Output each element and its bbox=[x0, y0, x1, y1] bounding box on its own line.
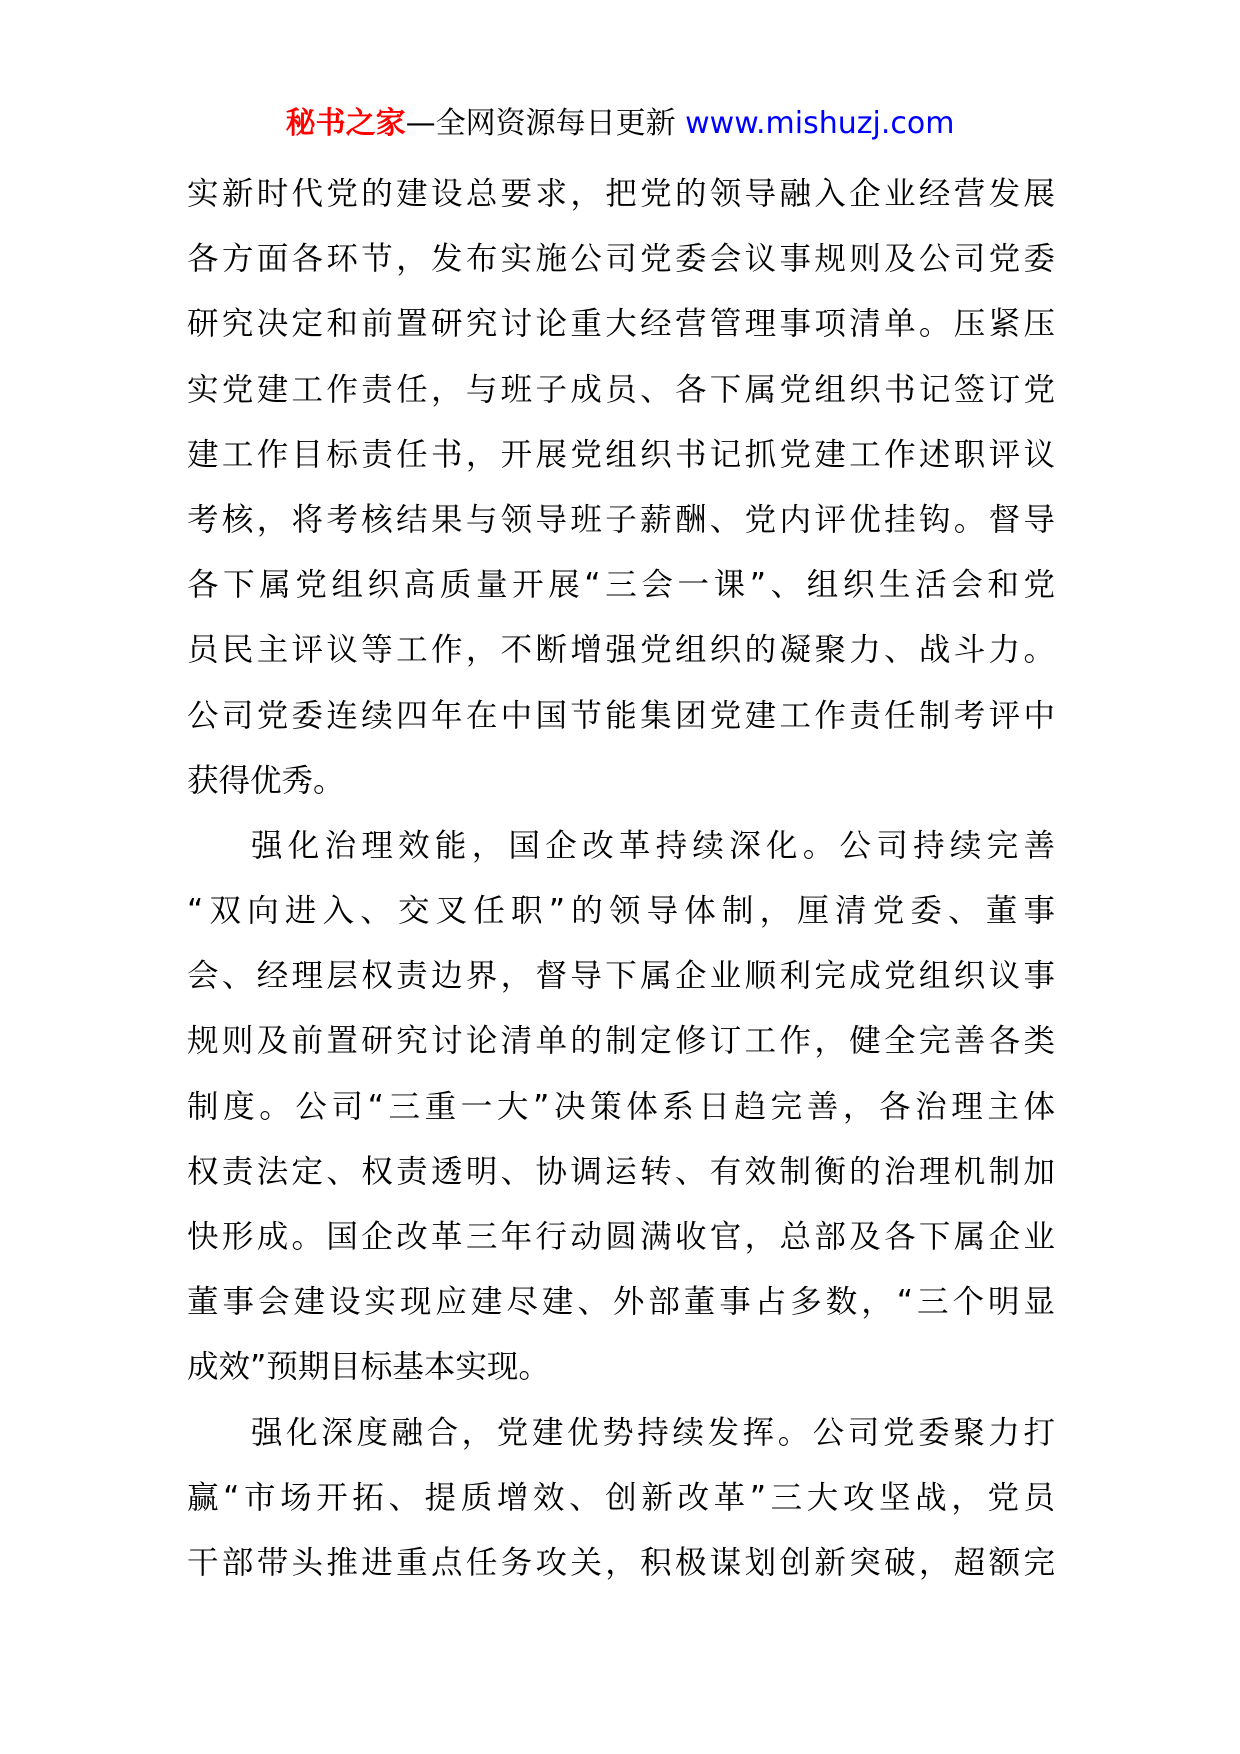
page-header bbox=[0, 104, 1240, 144]
paragraph-start-line: 强化治理效能，国企改革持续深化。公司持续完善 bbox=[251, 827, 1055, 864]
brand-name: 秘书之家 bbox=[285, 106, 406, 141]
text-line: 考核，将考核结果与领导班子薪酬、党内评优挂钩。督导 bbox=[187, 501, 1055, 538]
text-line: 权责法定、权责透明、协调运转、有效制衡的治理机制加 bbox=[187, 1153, 1055, 1190]
header-tagline: —全网资源每日更新 bbox=[405, 106, 686, 141]
text-line: 建工作目标责任书，开展党组织书记抓党建工作述职评议 bbox=[187, 436, 1055, 473]
paragraph-start-line: 强化深度融合，党建优势持续发挥。公司党委聚力打 bbox=[251, 1414, 1055, 1451]
text-line: 实党建工作责任，与班子成员、各下属党组织书记签订党 bbox=[187, 371, 1055, 408]
text-line: 会、经理层权责边界，督导下属企业顺利完成党组织议事 bbox=[187, 958, 1055, 995]
text-line: 各下属党组织高质量开展“三会一课”、组织生活会和党 bbox=[187, 567, 1055, 604]
text-line: 规则及前置研究讨论清单的制定修订工作，健全完善各类 bbox=[187, 1023, 1055, 1060]
text-line: 公司党委连续四年在中国节能集团党建工作责任制考评中 bbox=[187, 697, 1055, 734]
text-line: 各方面各环节，发布实施公司党委会议事规则及公司党委 bbox=[187, 241, 1055, 278]
document-body bbox=[187, 162, 1055, 1596]
paragraph-end-line: 成效”预期目标基本实现。 bbox=[187, 1349, 550, 1386]
text-line: 快形成。国企改革三年行动圆满收官，总部及各下属企业 bbox=[187, 1219, 1055, 1255]
paragraph-end-line: 获得优秀。 bbox=[187, 762, 345, 799]
site-url[interactable]: www.mishuzj.com bbox=[685, 106, 955, 141]
text-line: 制度。公司“三重一大”决策体系日趋完善，各治理主体 bbox=[187, 1088, 1055, 1125]
text-line: 干部带头推进重点任务攻关，积极谋划创新突破，超额完 bbox=[187, 1544, 1055, 1581]
text-line: 员民主评议等工作，不断增强党组织的凝聚力、战斗力。 bbox=[187, 632, 1055, 669]
text-line: “双向进入、交叉任职”的领导体制，厘清党委、董事 bbox=[187, 893, 1055, 930]
text-line: 研究决定和前置研究讨论重大经营管理事项清单。压紧压 bbox=[187, 306, 1055, 343]
text-line: 董事会建设实现应建尽建、外部董事占多数，“三个明显 bbox=[187, 1284, 1055, 1321]
text-line: 实新时代党的建设总要求，把党的领导融入企业经营发展 bbox=[187, 176, 1055, 212]
text-line: 赢“市场开拓、提质增效、创新改革”三大攻坚战，党员 bbox=[187, 1479, 1055, 1516]
